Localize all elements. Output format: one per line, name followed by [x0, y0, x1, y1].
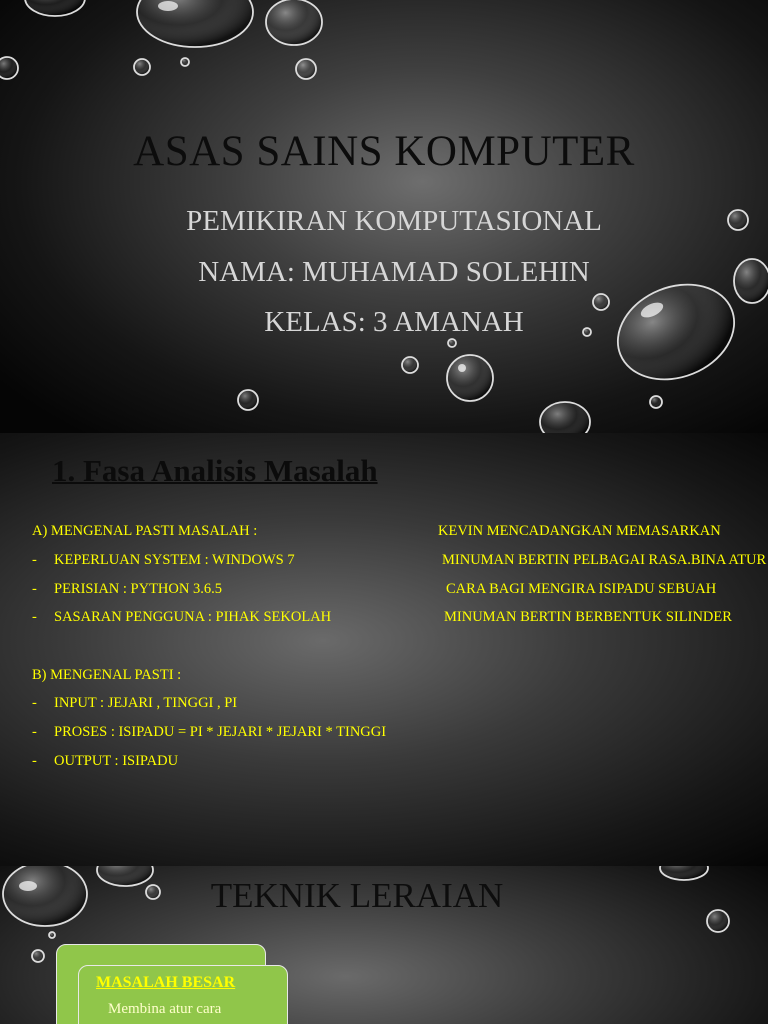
analysis-slide [0, 433, 768, 866]
bullet-dash: - [32, 724, 37, 740]
presentation-title: ASAS SAINS KOMPUTER [133, 128, 635, 175]
box-title: MASALAH BESAR [96, 974, 236, 991]
section-b-title: B) MENGENAL PASTI : [32, 667, 182, 683]
list-item-text: SASARAN PENGGUNA : PIHAK SEKOLAH [54, 609, 332, 625]
list-item-text: INPUT : JEJARI , TINGGI , PI [54, 695, 238, 711]
problem-statement-line: KEVIN MENCADANGKAN MEMASARKAN [438, 523, 721, 539]
bullet-dash: - [32, 552, 37, 568]
subtitle-class: KELAS: 3 AMANAH [264, 306, 524, 338]
bullet-dash: - [32, 581, 37, 597]
bullet-dash: - [32, 753, 37, 769]
decomposition-slide [0, 866, 768, 1024]
title-slide [0, 0, 768, 433]
subtitle-topic: PEMIKIRAN KOMPUTASIONAL [186, 205, 602, 237]
subtitle-name: NAMA: MUHAMAD SOLEHIN [198, 256, 590, 288]
slide-heading: 1. Fasa Analisis Masalah [52, 453, 378, 488]
list-item-text: PERISIAN : PYTHON 3.6.5 [54, 581, 222, 597]
bullet-dash: - [32, 695, 37, 711]
list-item-text: PROSES : ISIPADU = PI * JEJARI * JEJARI * TINGGI [54, 724, 387, 740]
section-a-title: A) MENGENAL PASTI MASALAH : [32, 523, 258, 539]
list-item-text: KEPERLUAN SYSTEM : WINDOWS 7 [54, 552, 295, 568]
problem-statement-line: MINUMAN BERTIN PELBAGAI RASA.BINA ATUR [442, 552, 767, 568]
bullet-dash: - [32, 609, 37, 625]
problem-statement-line: CARA BAGI MENGIRA ISIPADU SEBUAH [446, 581, 717, 597]
problem-statement-line: MINUMAN BERTIN BERBENTUK SILINDER [444, 609, 732, 625]
box-text: Membina atur cara [108, 1001, 222, 1017]
list-item-text: OUTPUT : ISIPADU [54, 753, 179, 769]
slide-title: TEKNIK LERAIAN [210, 876, 504, 915]
